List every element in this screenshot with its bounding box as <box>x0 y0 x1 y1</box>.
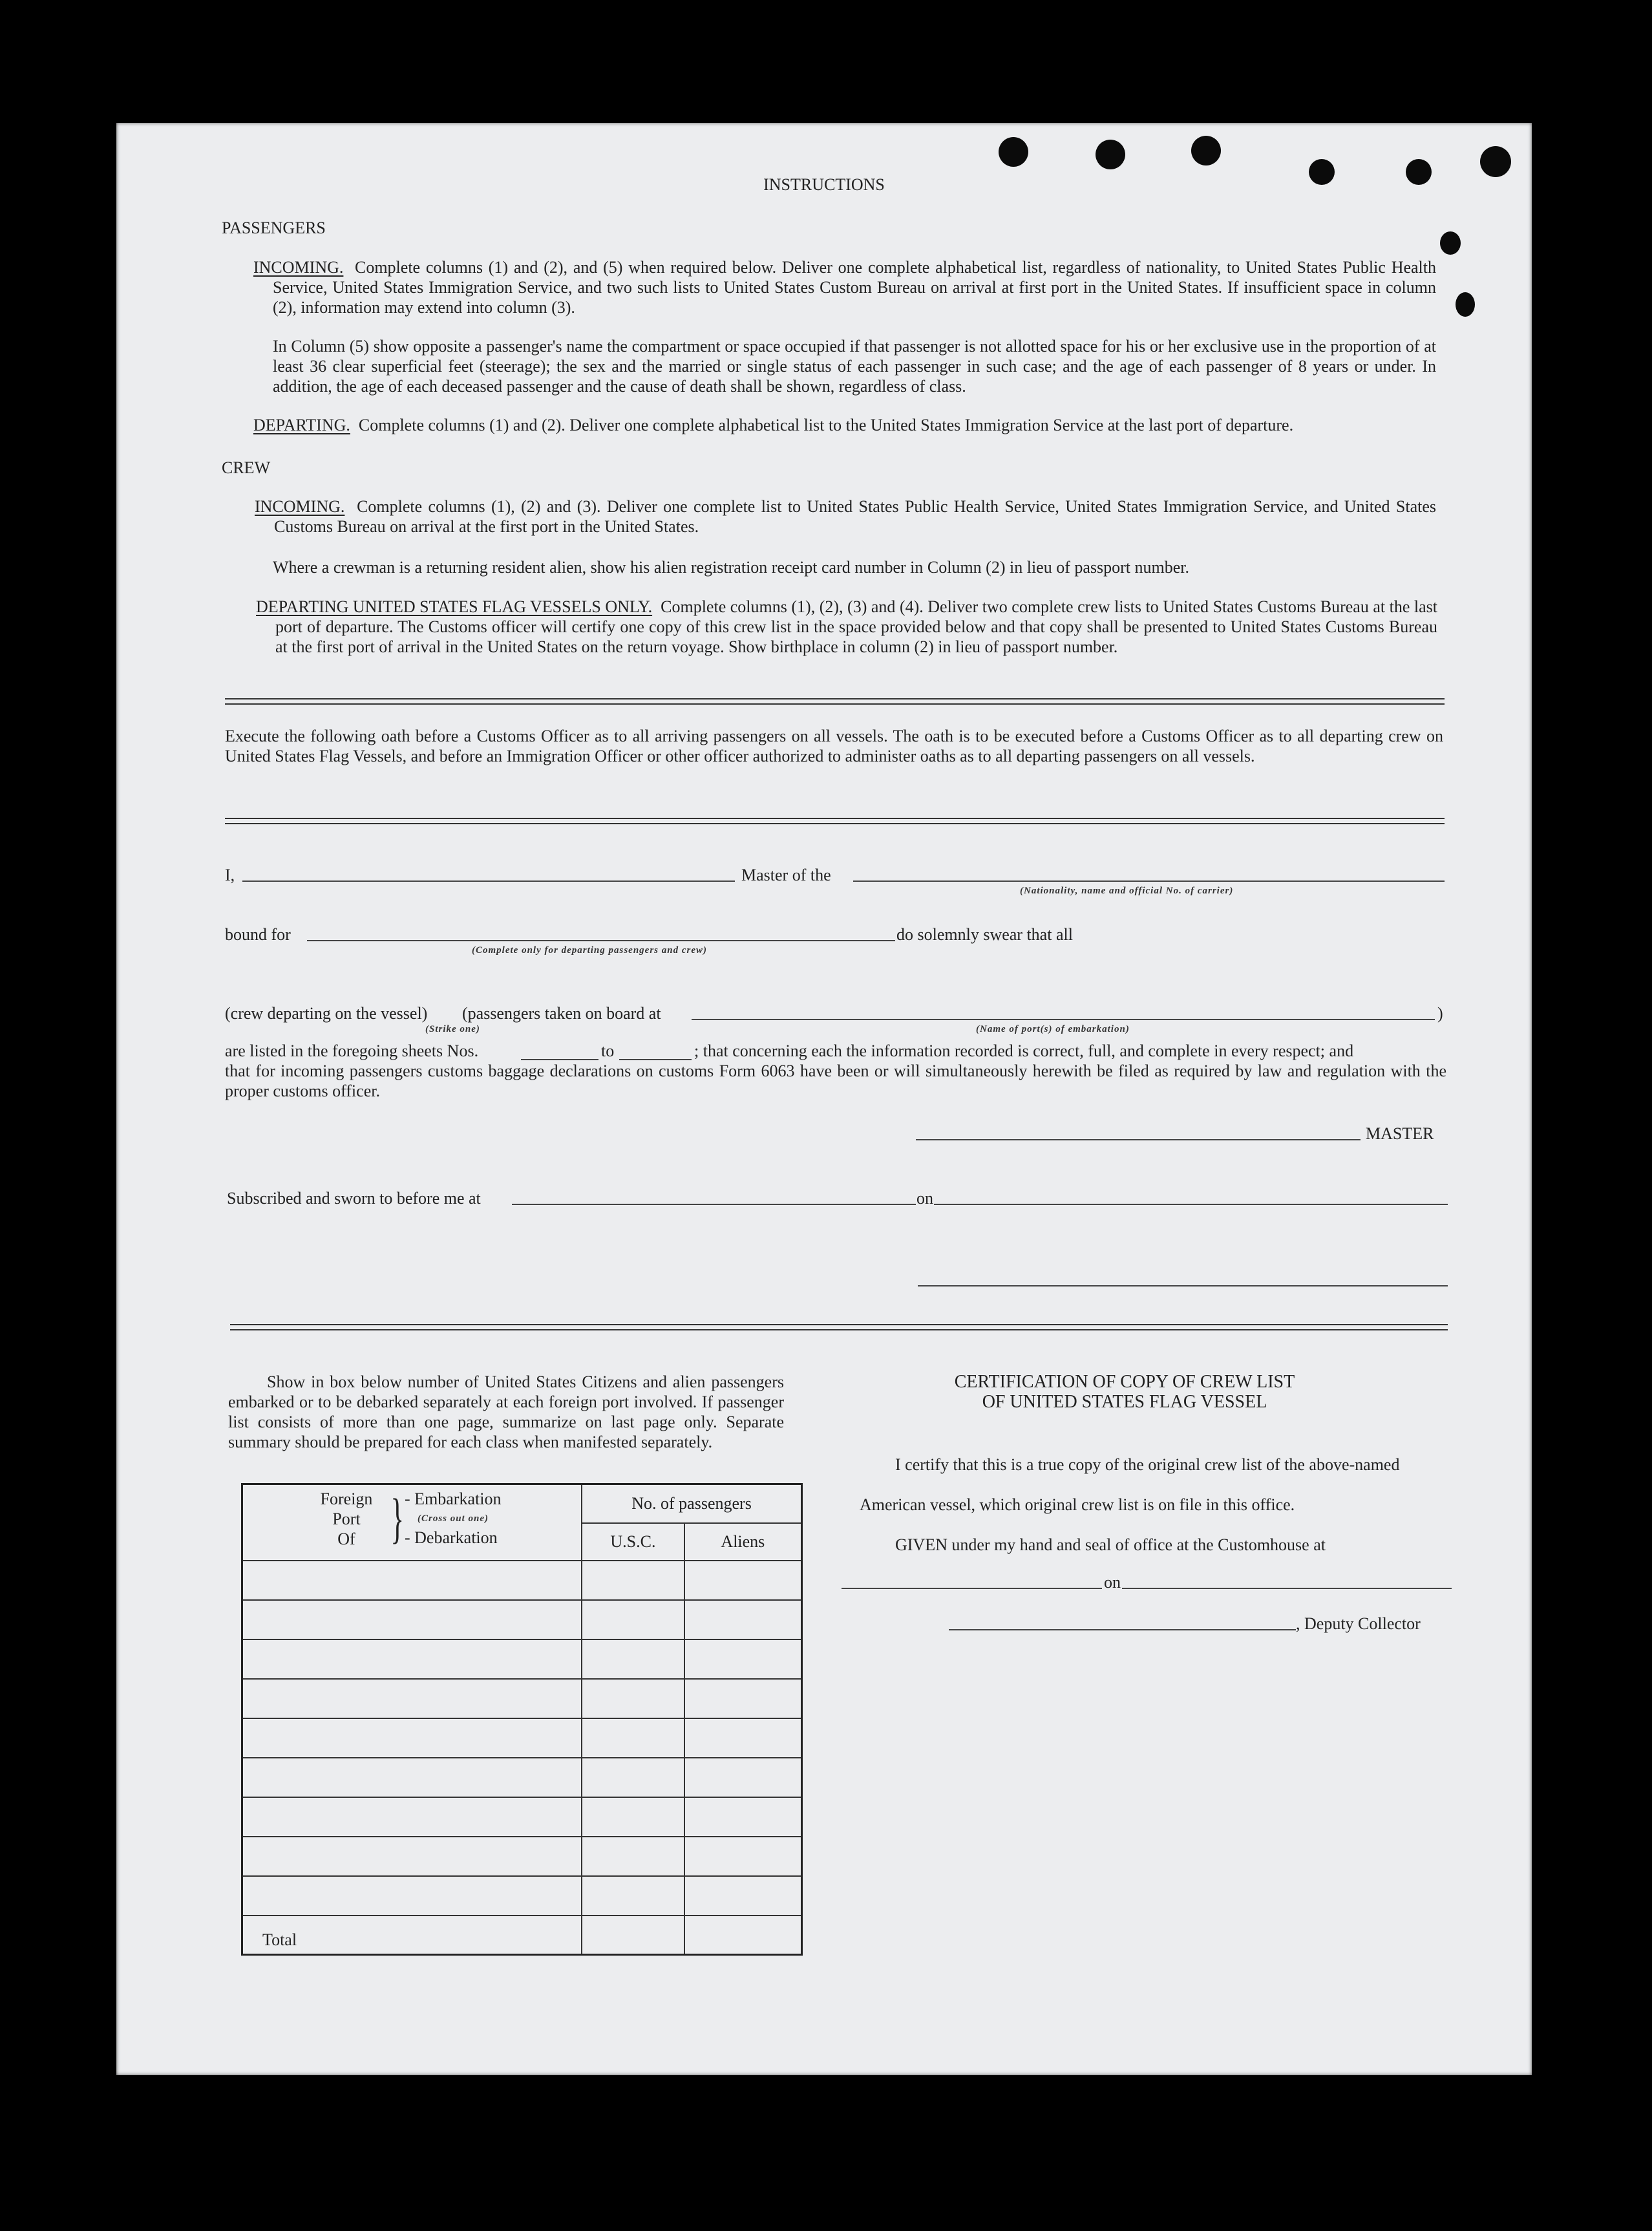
port-header-cell <box>242 1484 582 1561</box>
usc-cell[interactable] <box>582 1758 684 1797</box>
aliens-cell[interactable] <box>684 1876 802 1916</box>
certification-title <box>860 1372 1390 1412</box>
bound-for-field[interactable] <box>307 940 895 941</box>
usc-cell[interactable] <box>582 1797 684 1837</box>
summary-instructions: Show in box below number of United States Citizens and alien passengers embarked or to be debarked separately at each foreign port involved. If passenger list consists of more than one page, summarize on last page only. Separate summary should be prepared for each class when manifested separately. <box>228 1372 784 1451</box>
double-rule <box>225 698 1445 705</box>
crew-departing-text: Complete columns (1), (2), (3) and (4). Deliver two complete crew lists to United States Customs Bureau at the last port of departure. The Customs officer will certify one copy of this crew list in the space provided below and that copy shall be presented to United States Customs Bureau at the first port of arrival in the United States on the return voyage. Show birthplace in column (2) in lieu of passport number. <box>275 597 1438 656</box>
sheet-from-field[interactable] <box>521 1059 598 1060</box>
certify-line-1: I certify that this is a true copy of the original crew list of the above-named <box>895 1455 1400 1474</box>
sheet-to-field[interactable] <box>619 1059 692 1060</box>
usc-total-cell[interactable] <box>582 1916 684 1955</box>
usc-header: U.S.C. <box>582 1523 684 1561</box>
sworn-place-field[interactable] <box>512 1204 916 1205</box>
passenger-summary-table <box>241 1483 803 1956</box>
port-cell[interactable] <box>242 1600 582 1639</box>
certify-on-label: on <box>1104 1573 1121 1592</box>
port-label: Port <box>332 1510 361 1528</box>
master-signature-field[interactable] <box>916 1139 1361 1140</box>
usc-cell[interactable] <box>582 1876 684 1916</box>
deputy-collector-label: , Deputy Collector <box>1296 1614 1421 1633</box>
passengers-column5: In Column (5) show opposite a passenger's name the compartment or space occupied if that passenger is not allotted space for his or her exclusive use in the proportion of at least 36 clear superficial feet (steerage); the sex and the married or single status of each passenger in such case; and the age of each passenger of 8 years or under. In addition, the age of each deceased passenger and the cause of death shall be shown, regardless of class. <box>273 337 1436 396</box>
subscribed-label: Subscribed and sworn to before me at <box>227 1189 481 1208</box>
aliens-cell[interactable] <box>684 1561 802 1600</box>
crew-incoming <box>255 496 1436 537</box>
passengers-departing-label: DEPARTING. <box>253 416 350 434</box>
passengers-incoming-label: INCOMING. <box>253 258 344 277</box>
port-cell[interactable] <box>242 1797 582 1837</box>
aliens-cell[interactable] <box>684 1600 802 1639</box>
port-cell[interactable] <box>242 1679 582 1718</box>
brace-icon: } <box>390 1487 404 1549</box>
certify-date-field[interactable] <box>1122 1588 1452 1589</box>
total-label: Total <box>242 1916 582 1955</box>
double-rule <box>230 1324 1448 1330</box>
double-rule <box>225 818 1445 824</box>
bound-for-label: bound for <box>225 925 291 944</box>
aliens-cell[interactable] <box>684 1718 802 1758</box>
carrier-field[interactable] <box>853 881 1445 882</box>
crew-heading: CREW <box>222 458 271 477</box>
master-name-field[interactable] <box>242 881 735 882</box>
close-paren: ) <box>1437 1004 1443 1023</box>
passengers-heading: PASSENGERS <box>222 219 326 237</box>
port-cell[interactable] <box>242 1639 582 1679</box>
master-of-label: Master of the <box>741 866 831 884</box>
listed-to-label: to <box>601 1041 615 1060</box>
cross-out-caption: (Cross out one) <box>418 1513 489 1524</box>
certify-line-3: GIVEN under my hand and seal of office at the Customhouse at <box>895 1535 1326 1554</box>
port-cell[interactable] <box>242 1837 582 1876</box>
embarkation-option[interactable]: - Embarkation <box>405 1489 502 1508</box>
certification-title-2: OF UNITED STATES FLAG VESSEL <box>982 1392 1267 1412</box>
customhouse-field[interactable] <box>842 1588 1102 1589</box>
crew-departing-option[interactable]: (crew departing on the vessel) <box>225 1004 428 1023</box>
sworn-date-field[interactable] <box>934 1204 1448 1205</box>
usc-cell[interactable] <box>582 1639 684 1679</box>
passengers-departing-text: Complete columns (1) and (2). Deliver one complete alphabetical list to the United States Immigration Service at the last port of departure. <box>358 416 1294 434</box>
passengers-incoming-text: Complete columns (1) and (2), and (5) when required below. Deliver one complete alphabetical list, regardless of nationality, to United States Public Health Service, United States Immigration Service, and two such lists to United States Custom Bureau on arrival at first port in the United States. If insufficient space in column (2), information may extend into column (3). <box>273 258 1437 317</box>
oath-i-label: I, <box>225 866 235 884</box>
master-label: MASTER <box>1366 1124 1434 1143</box>
aliens-cell[interactable] <box>684 1837 802 1876</box>
port-caption: (Name of port(s) of embarkation) <box>976 1024 1130 1034</box>
crew-departing <box>256 597 1437 657</box>
aliens-cell[interactable] <box>684 1639 802 1679</box>
crew-resident: Where a crewman is a returning resident alien, show his alien registration receipt card number in Column (2) in lieu of passport number. <box>273 558 1190 577</box>
usc-cell[interactable] <box>582 1718 684 1758</box>
foreign-label: Foreign <box>320 1489 373 1508</box>
aliens-header: Aliens <box>684 1523 802 1561</box>
usc-cell[interactable] <box>582 1561 684 1600</box>
strike-one-caption: (Strike one) <box>425 1024 480 1034</box>
officer-signature-field[interactable] <box>918 1285 1448 1286</box>
aliens-cell[interactable] <box>684 1679 802 1718</box>
listed-line <box>225 1041 1446 1061</box>
form-page <box>116 123 1532 2075</box>
complete-only-caption: (Complete only for departing passengers and crew) <box>472 945 707 955</box>
aliens-total-cell[interactable] <box>684 1916 802 1955</box>
swear-label: do solemnly swear that all <box>896 925 1073 944</box>
port-cell[interactable] <box>242 1758 582 1797</box>
certify-line-2: American vessel, which original crew list is on file in this office. <box>860 1495 1295 1514</box>
of-label: Of <box>337 1530 355 1548</box>
crew-incoming-text: Complete columns (1), (2) and (3). Deliver one complete list to United States Public Health Service, United States Immigration Service, and United States Customs Bureau on arrival at the first port in the United States. <box>274 497 1437 536</box>
crew-incoming-label: INCOMING. <box>255 497 345 516</box>
deputy-signature-field[interactable] <box>949 1629 1296 1630</box>
punch-hole <box>1096 140 1125 169</box>
sworn-on-label: on <box>916 1189 933 1208</box>
punch-hole <box>999 137 1028 167</box>
listed-continuation: ; that concerning each the information recorded is correct, full, and complete in every respect; and <box>694 1041 1354 1060</box>
punch-hole <box>1456 292 1475 317</box>
aliens-cell[interactable] <box>684 1758 802 1797</box>
passengers-taken-option[interactable]: (passengers taken on board at <box>462 1004 661 1023</box>
port-embarkation-field[interactable] <box>692 1019 1435 1020</box>
debarkation-option[interactable]: - Debarkation <box>405 1528 498 1547</box>
punch-hole <box>1440 231 1461 255</box>
listed-rest: that for incoming passengers customs baggage declarations on customs Form 6063 have been or will simultaneously herewith be filed as required by law and regulation with the proper customs officer. <box>225 1062 1446 1100</box>
no-passengers-header: No. of passengers <box>582 1484 801 1523</box>
punch-hole <box>1191 136 1221 165</box>
certification-title-1: CERTIFICATION OF COPY OF CREW LIST <box>954 1372 1295 1392</box>
aliens-cell[interactable] <box>684 1797 802 1837</box>
passengers-incoming <box>253 257 1436 317</box>
port-cell[interactable] <box>242 1718 582 1758</box>
usc-cell[interactable] <box>582 1600 684 1639</box>
usc-cell[interactable] <box>582 1837 684 1876</box>
listed-label: are listed in the foregoing sheets Nos. <box>225 1041 479 1060</box>
crew-departing-label: DEPARTING UNITED STATES FLAG VESSELS ONLY. <box>256 597 653 616</box>
nationality-caption: (Nationality, name and official No. of carrier) <box>1020 886 1234 896</box>
port-cell[interactable] <box>242 1561 582 1600</box>
port-cell[interactable] <box>242 1876 582 1916</box>
page-title: INSTRUCTIONS <box>763 175 885 194</box>
usc-cell[interactable] <box>582 1679 684 1718</box>
oath-intro: Execute the following oath before a Customs Officer as to all arriving passengers on all vessels. The oath is to be executed before a Customs Officer as to all departing crew on United States Flag Vessels, and before an Immigration Officer or other officer authorized to administer oaths as to all departing passengers on all vessels. <box>225 727 1443 765</box>
punch-hole <box>1480 146 1511 177</box>
passengers-departing <box>253 415 1436 435</box>
